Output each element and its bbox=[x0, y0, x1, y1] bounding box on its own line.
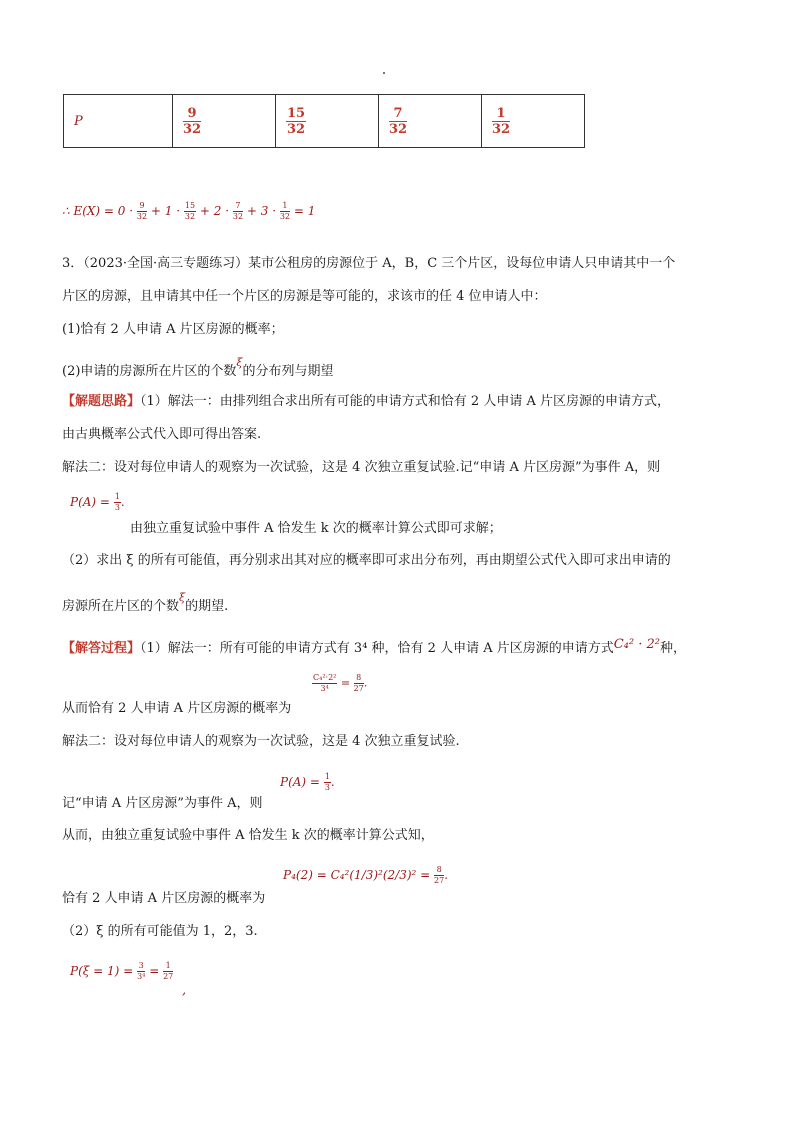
scan-dot bbox=[383, 72, 385, 74]
thinking-line-5: （2）求出 ξ 的所有可能值，再分别求出其对应的概率即可求出分布列，再由期望公式代入即可求出申请的 bbox=[62, 553, 671, 568]
table-row bbox=[64, 95, 585, 148]
row-label: P bbox=[74, 113, 83, 129]
probability-formula-1: $\frac{\text{C₄²·2²}}{\text{3⁴}}$ = $\frac{8}{27}$ . bbox=[313, 673, 368, 693]
thinking-line-6: 房源所在片区的个数$^\xi$的期望. bbox=[62, 591, 229, 614]
table-cell bbox=[379, 95, 482, 148]
fraction: $\frac{1}{32}$ bbox=[492, 105, 511, 137]
xi-symbol: ξ bbox=[179, 591, 186, 604]
table-cell bbox=[173, 95, 276, 148]
trailing-comma: , bbox=[182, 983, 187, 998]
xi-symbol: ξ bbox=[236, 356, 243, 369]
xi-probability-formula: P(ξ = 1) = $\frac{3}{\text{3⁴}}$ = $\frac{1}{27}$ bbox=[70, 961, 174, 981]
thinking-label: 【解题思路】 bbox=[62, 394, 141, 409]
thinking-line-4: 由独立重复试验中事件 A 恰发生 k 次的概率计算公式即可求解； bbox=[130, 521, 502, 536]
distribution-table bbox=[63, 94, 585, 148]
question-2: (2)申请的房源所在片区的个数$^\xi$的分布列与期望 bbox=[62, 356, 334, 379]
table-cell bbox=[482, 95, 585, 148]
process-line-1: 【解答过程】（1）解法一：所有可能的申请方式有 3⁴ 种，恰有 2 人申请 A 片区房源的申请方式C₄² · 2²种， bbox=[62, 637, 686, 656]
fraction: $\frac{15}{32}$ bbox=[287, 105, 306, 137]
problem-line-2: 片区的房源，且申请其中任一个片区的房源是等可能的，求该市的任 4 位申请人中： bbox=[62, 289, 547, 304]
combination-formula: C₄² · 2² bbox=[613, 637, 660, 652]
question-1: (1)恰有 2 人申请 A 片区房源的概率； bbox=[62, 322, 284, 337]
pa-formula-2: P(A) = $\frac{1}{3}$ . bbox=[280, 772, 335, 792]
process-line-2: 从而恰有 2 人申请 A 片区房源的概率为 bbox=[62, 701, 292, 716]
fraction: $\frac{9}{32}$ bbox=[183, 105, 202, 137]
table-cell bbox=[64, 95, 173, 148]
binomial-formula: P₄(2) = C₄²(1/3)²(2/3)² = $\frac{8}{27}$ . bbox=[283, 865, 449, 885]
process-line-7: （2）ξ 的所有可能值为 1，2，3. bbox=[62, 924, 258, 939]
problem-line-1: 3．（2023·全国·高三专题练习）某市公租房的房源位于 A，B，C 三个片区，设每位申请人只申请其中一个 bbox=[62, 256, 676, 271]
table-cell bbox=[276, 95, 379, 148]
thinking-line-2: 由古典概率公式代入即可得出答案. bbox=[62, 427, 262, 442]
process-line-4: 记“申请 A 片区房源”为事件 A，则 bbox=[62, 796, 263, 811]
process-line-6: 恰有 2 人申请 A 片区房源的概率为 bbox=[62, 891, 266, 906]
thinking-line-3: 解法二：设对每位申请人的观察为一次试验，这是 4 次独立重复试验.记“申请 A 片区房源”为事件 A，则 bbox=[62, 460, 661, 475]
thinking-line-1: 【解题思路】（1）解法一：由排列组合求出所有可能的申请方式和恰有 2 人申请 A 片区房源的申请方式， bbox=[62, 394, 670, 409]
process-line-5: 从而，由独立重复试验中事件 A 恰发生 k 次的概率计算公式知， bbox=[62, 828, 434, 843]
process-label: 【解答过程】 bbox=[62, 641, 141, 656]
process-line-3: 解法二：设对每位申请人的观察为一次试验，这是 4 次独立重复试验. bbox=[62, 734, 460, 749]
pa-formula: P(A) = $\frac{1}{3}$ . bbox=[70, 492, 125, 512]
expectation-formula: ∴ E(X) = 0 · $\frac{9}{32}$ + 1 · $\frac{15}{32}$ + 2 · $\frac{7}{32}$ + 3 · $\frac{1}{32}$ = 1 bbox=[62, 201, 316, 221]
fraction: $\frac{7}{32}$ bbox=[389, 105, 408, 137]
